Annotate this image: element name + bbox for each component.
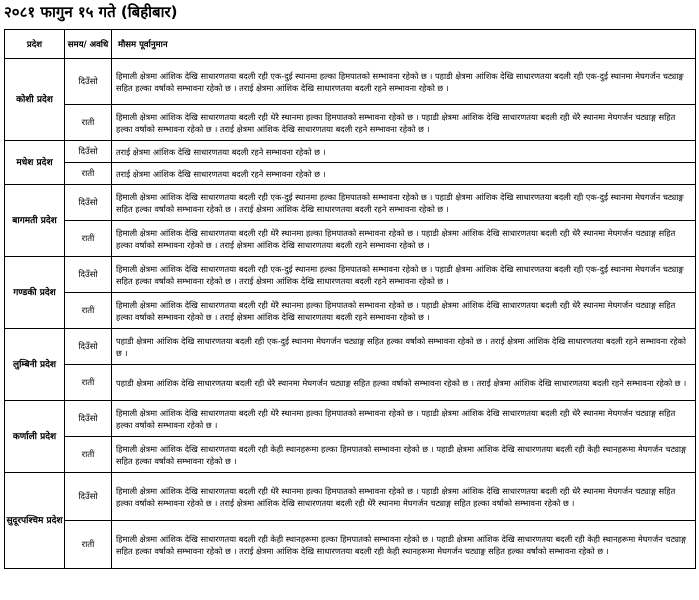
period-night: राती bbox=[65, 105, 112, 141]
period-day: दिउँसो bbox=[65, 185, 112, 221]
province-cell: सुदूरपश्चिम प्रदेश bbox=[5, 473, 65, 569]
table-row bbox=[5, 365, 696, 401]
period-day: दिउँसो bbox=[65, 329, 112, 365]
period-night: राती bbox=[65, 437, 112, 473]
period-night: राती bbox=[65, 221, 112, 257]
table-row bbox=[5, 221, 696, 257]
table-row bbox=[5, 59, 696, 105]
forecast-day: हिमाली क्षेत्रमा आंशिक देखि साधारणतया बदली रही एक-दुई स्थानमा हल्का हिमपातको सम्भावना रहेको छ । पहाडी क्षेत्रमा आंशिक देखि साधारणतया बदली रही एक-दुई स्थानमा मेघगर्जन चट्याङ्ग सहित हल्का वर्षाको सम्भावना रहेको छ । तराई क्षेत्रमा आंशिक देखि साधारणतया बदली रहने सम्भावना रहेको छ । bbox=[112, 257, 696, 293]
forecast-night: पहाडी क्षेत्रमा आंशिक देखि साधारणतया बदली रही धेरै स्थानमा मेघगर्जन चट्याङ्ग सहित हल्का वर्षाको सम्भावना रहेको छ । तराई क्षेत्रमा आंशिक देखि साधारणतया बदली रहने सम्भावना रहेको छ । bbox=[112, 365, 696, 401]
forecast-night: हिमाली क्षेत्रमा आंशिक देखि साधारणतया बदली रही धेरै स्थानमा हल्का हिमपातको सम्भावना रहेको छ । पहाडी क्षेत्रमा आंशिक देखि साधारणतया बदली रही धेरै स्थानमा मेघगर्जन चट्याङ्ग सहित हल्का वर्षाको सम्भावना रहेको छ । तराई क्षेत्रमा आंशिक देखि साधारणतया बदली रहने सम्भावना रहेको छ । bbox=[112, 221, 696, 257]
period-day: दिउँसो bbox=[65, 257, 112, 293]
province-cell: गण्डकी प्रदेश bbox=[5, 257, 65, 329]
period-night: राती bbox=[65, 163, 112, 185]
period-day: दिउँसो bbox=[65, 401, 112, 437]
forecast-night: तराई क्षेत्रमा आंशिक देखि साधारणतया बदली रहने सम्भावना रहेको छ । bbox=[112, 163, 696, 185]
forecast-night: हिमाली क्षेत्रमा आंशिक देखि साधारणतया बदली रही धेरै स्थानमा हल्का हिमपातको सम्भावना रहेको छ । पहाडी क्षेत्रमा आंशिक देखि साधारणतया बदली रही धेरै स्थानमा मेघगर्जन चट्याङ्ग सहित हल्का वर्षाको सम्भावना रहेको छ । तराई क्षेत्रमा आंशिक देखि साधारणतया बदली रहने सम्भावना रहेको छ । bbox=[112, 105, 696, 141]
forecast-day: तराई क्षेत्रमा आंशिक देखि साधारणतया बदली रहने सम्भावना रहेको छ । bbox=[112, 141, 696, 163]
period-night: राती bbox=[65, 365, 112, 401]
page-title: २०८१ फागुन १५ गते (बिहीबार) bbox=[4, 3, 178, 21]
province-cell: कर्णाली प्रदेश bbox=[5, 401, 65, 473]
period-day: दिउँसो bbox=[65, 473, 112, 521]
table-row bbox=[5, 437, 696, 473]
period-night: राती bbox=[65, 293, 112, 329]
forecast-table bbox=[4, 29, 696, 569]
header-province: प्रदेश bbox=[5, 30, 65, 59]
forecast-night: हिमाली क्षेत्रमा आंशिक देखि साधारणतया बदली रही केही स्थानहरूमा हल्का हिमपातको सम्भावना रहेको छ । पहाडी क्षेत्रमा आंशिक देखि साधारणतया बदली रही केही स्थानहरूमा मेघगर्जन चट्याङ्ग सहित हल्का वर्षाको सम्भावना रहेको छ । तराई क्षेत्रमा आंशिक देखि साधारणतया बदली रही केही स्थानहरूमा मेघगर्जन चट्याङ्ग सहित हल्का वर्षाको सम्भावना रहेको छ । bbox=[112, 521, 696, 569]
forecast-night: हिमाली क्षेत्रमा आंशिक देखि साधारणतया बदली रही धेरै स्थानमा हल्का हिमपातको सम्भावना रहेको छ । पहाडी क्षेत्रमा आंशिक देखि साधारणतया बदली रही धेरै स्थानमा मेघगर्जन चट्याङ्ग सहित हल्का वर्षाको सम्भावना रहेको छ । तराई क्षेत्रमा आंशिक देखि साधारणतया बदली रहने सम्भावना रहेको छ । bbox=[112, 293, 696, 329]
forecast-day: हिमाली क्षेत्रमा आंशिक देखि साधारणतया बदली रही एक-दुई स्थानमा हल्का हिमपातको सम्भावना रहेको छ । पहाडी क्षेत्रमा आंशिक देखि साधारणतया बदली रही एक-दुई स्थानमा मेघगर्जन चट्याङ्ग सहित हल्का वर्षाको सम्भावना रहेको छ । तराई क्षेत्रमा आंशिक देखि साधारणतया बदली रहने सम्भावना रहेको छ । bbox=[112, 59, 696, 105]
header-forecast: मौसम पूर्वानुमान bbox=[112, 30, 696, 59]
period-day: दिउँसो bbox=[65, 59, 112, 105]
table-row bbox=[5, 401, 696, 437]
province-cell: कोशी प्रदेश bbox=[5, 59, 65, 141]
forecast-day: हिमाली क्षेत्रमा आंशिक देखि साधारणतया बदली रही धेरै स्थानमा हल्का हिमपातको सम्भावना रहेको छ । पहाडी क्षेत्रमा आंशिक देखि साधारणतया बदली रही धेरै स्थानमा मेघगर्जन चट्याङ्ग सहित हल्का वर्षाको सम्भावना रहेको छ । तराई क्षेत्रमा आंशिक देखि साधारणतया बदली रही धेरै स्थानमा मेघगर्जन चट्याङ्ग सहित हल्का वर्षाको सम्भावना रहेको छ । bbox=[112, 473, 696, 521]
forecast-night: हिमाली क्षेत्रमा आंशिक देखि साधारणतया बदली रही केही स्थानहरूमा हल्का हिमपातको सम्भावना रहेको छ । पहाडी क्षेत्रमा आंशिक देखि साधारणतया बदली रही केही स्थानहरूमा मेघगर्जन चट्याङ्ग सहित हल्का वर्षाको सम्भावना रहेको छ । bbox=[112, 437, 696, 473]
province-cell: बागमती प्रदेश bbox=[5, 185, 65, 257]
forecast-day: पहाडी क्षेत्रमा आंशिक देखि साधारणतया बदली रही एक-दुई स्थानमा मेघगर्जन चट्याङ्ग सहित हल्का वर्षाको सम्भावना रहेको छ । तराई क्षेत्रमा आंशिक देखि साधारणतया बदली रहने सम्भावना रहेको छ । bbox=[112, 329, 696, 365]
table-row bbox=[5, 293, 696, 329]
forecast-day: हिमाली क्षेत्रमा आंशिक देखि साधारणतया बदली रही एक-दुई स्थानमा हल्का हिमपातको सम्भावना रहेको छ । पहाडी क्षेत्रमा आंशिक देखि साधारणतया बदली रही एक-दुई स्थानमा मेघगर्जन चट्याङ्ग सहित हल्का वर्षाको सम्भावना रहेको छ । तराई क्षेत्रमा आंशिक देखि साधारणतया बदली रहने सम्भावना रहेको छ । bbox=[112, 185, 696, 221]
province-cell: लुम्बिनी प्रदेश bbox=[5, 329, 65, 401]
table-header-row bbox=[5, 30, 696, 59]
period-night: राती bbox=[65, 521, 112, 569]
province-cell: मधेश प्रदेश bbox=[5, 141, 65, 185]
table-row bbox=[5, 163, 696, 185]
table-row bbox=[5, 105, 696, 141]
table-row bbox=[5, 521, 696, 569]
table-row bbox=[5, 185, 696, 221]
period-day: दिउँसो bbox=[65, 141, 112, 163]
forecast-day: हिमाली क्षेत्रमा आंशिक देखि साधारणतया बदली रही धेरै स्थानमा हल्का हिमपातको सम्भावना रहेको छ । पहाडी क्षेत्रमा आंशिक देखि साधारणतया बदली रही धेरै स्थानमा मेघगर्जन चट्याङ्ग सहित हल्का वर्षाको सम्भावना रहेको छ । bbox=[112, 401, 696, 437]
table-row bbox=[5, 141, 696, 163]
table-row bbox=[5, 473, 696, 521]
table-row bbox=[5, 329, 696, 365]
table-row bbox=[5, 257, 696, 293]
header-time: समय/ अवधि bbox=[65, 30, 112, 59]
